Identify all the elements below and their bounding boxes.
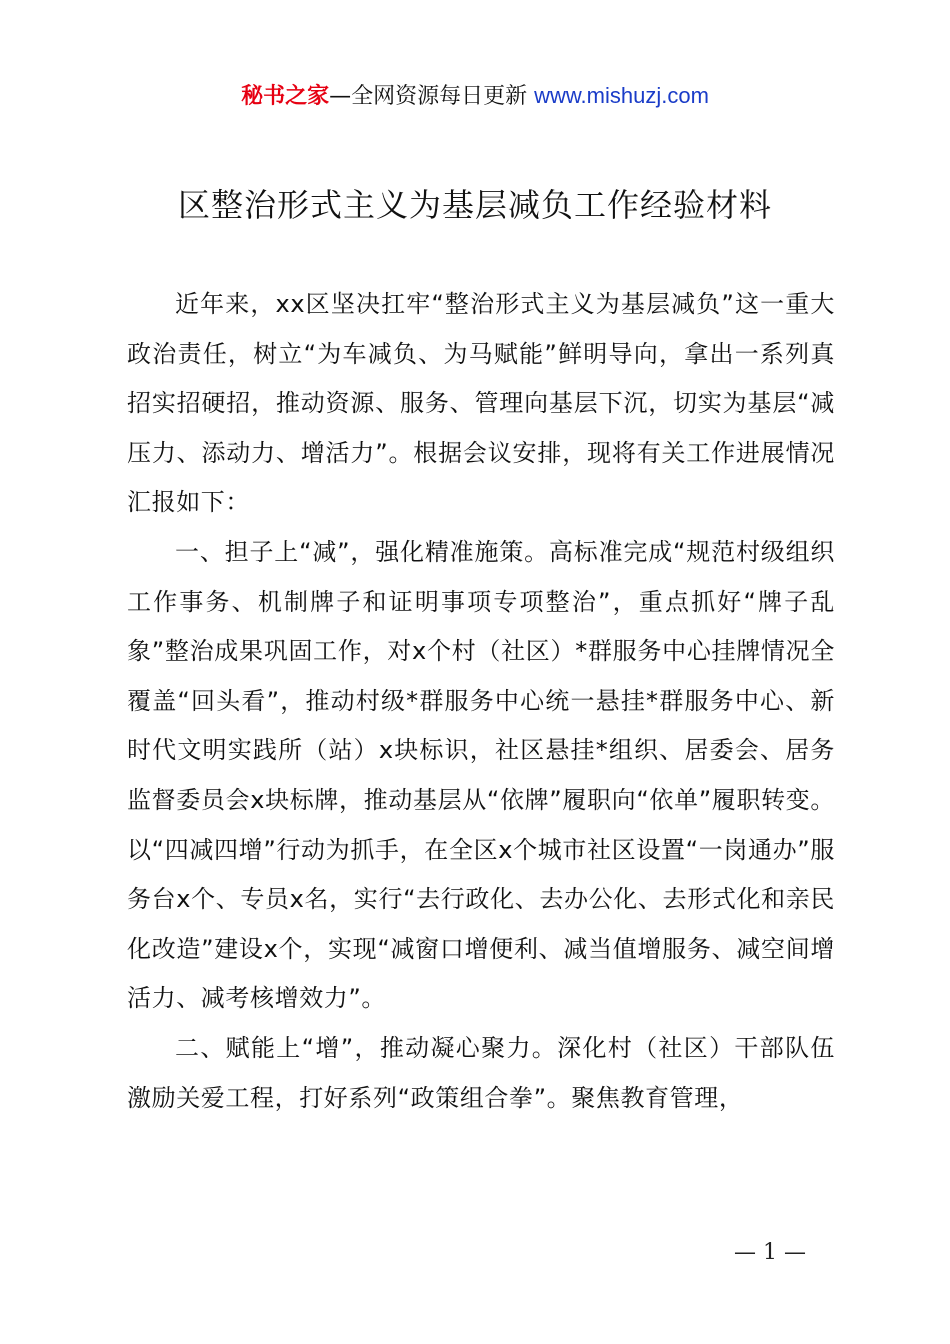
paragraph-text: 深化村（社区）干部队伍激励关爱工程，打好系列“政策组合拳”。聚焦教育管理，	[127, 1033, 836, 1112]
paragraph-text: 近年来，xx区坚决扛牢“整治形式主义为基层减负”这一重大政治责任，树立“为车减负、为马赋能”鲜明导向，拿出一系列真招实招硬招，推动资源、服务、管理向基层下沉，切实为基层“减压力、添动力、增活力”。根据会议安排，现将有关工作进展情况汇报如下：	[127, 290, 835, 517]
document-body	[127, 280, 835, 1123]
page-number: — 1 —	[734, 1240, 806, 1265]
site-banner	[0, 80, 950, 113]
banner-tagline: —全网资源每日更新	[329, 84, 528, 109]
paragraph-intro	[127, 280, 835, 528]
banner-brand: 秘书之家	[241, 84, 330, 109]
paragraph-section-2	[127, 1024, 835, 1123]
document-title: 区整治形式主义为基层减负工作经验材料	[177, 186, 772, 224]
paragraph-text: 高标准完成“规范村级组织工作事务、机制牌子和证明事项专项整治”，重点抓好“牌子乱象”整治成果巩固工作，对x个村（社区）*群服务中心挂牌情况全覆盖“回头看”，推动村级*群服务中心统一悬挂*群服务中心、新时代文明实践所（站）x块标识，社区悬挂*组织、居委会、居务监督委员会x块标牌，推动基层从“依牌”履职向“依单”履职转变。以“四减四增”行动为抓手，在全区x个城市社区设置“一岗通办”服务台x个、专员x名，实行“去行政化、去办公化、去形式化和亲民化改造”建设x个，实现“减窗口增便利、减当值增服务、减空间增活力、减考核增效力”。	[127, 537, 836, 1013]
paragraph-section-1	[127, 528, 835, 1024]
section-heading: 一、担子上“减”，强化精准施策。	[175, 537, 549, 566]
banner-url-link[interactable]: www.mishuzj.com	[534, 83, 709, 108]
section-heading: 二、赋能上“增”，推动凝心聚力。	[175, 1033, 558, 1062]
